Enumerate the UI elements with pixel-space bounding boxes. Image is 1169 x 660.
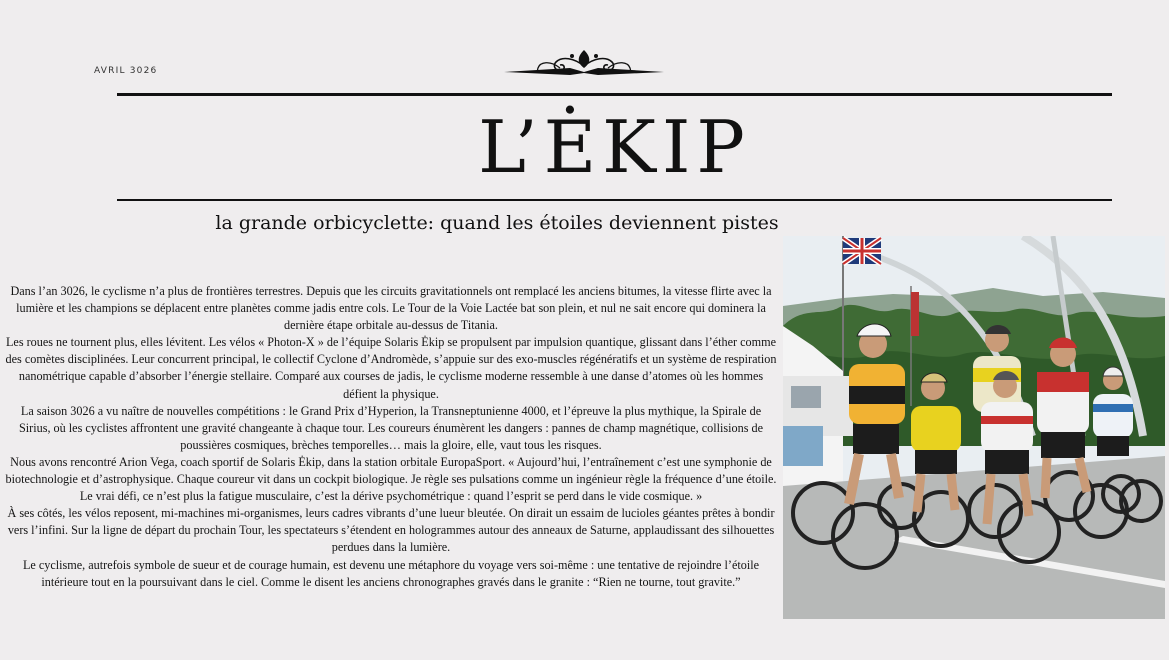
article-body: [4, 283, 778, 591]
decorative-flourish-icon: [500, 46, 668, 80]
article-paragraph: La saison 3026 a vu naître de nouvelles compétitions : le Grand Prix d’Hyperion, la Transneptunienne 4000, et l’épreuve la plus mythique, la Spirale de Sirius, où les cyclistes affrontent une gravité changeante à chaque tour. Les coureurs énumèrent les dangers : pannes de champ magnétique, collisions de poussières cosmiques, brèches temporelles… mais la gloire, elle, vaut tous les risques.: [19, 403, 763, 452]
article-paragraph: À ses côtés, les vélos reposent, mi-machines mi-organismes, leurs cadres vibrants d’une lueur bleutée. On dirait un essaim de lucioles géantes prêtes à bondir vers l’infini. Sur la ligne de départ du prochain Tour, les spectateurs s’étendent en hologrammes autour des anneaux de Saturne, applaudissant des silhouettes perdues dans la lumière.: [7, 506, 775, 555]
cyclists-photo: [783, 236, 1165, 619]
masthead-title: L’ĖKIP: [478, 105, 751, 189]
article-paragraph: Nous avons rencontré Arion Vega, coach sportif de Solaris Ėkip, dans la station orbitale EuropaSport. « Aujourd’hui, l’entraînement c’est une symphonie de biotechnologie et d’astrophysique. Chaque coureur vit dans un cockpit biologique. Je règle ses pulsations comme un ingénieur règle la fréquence d’une étoile. Le vrai défi, ce n’est plus la fatigue musculaire, c’est la dérive psychométrique : quand l’esprit se perd dans le vide cosmique. »: [5, 454, 777, 504]
masthead-top-rule: [117, 93, 1112, 96]
article-paragraph: Les roues ne tournent plus, elles lévitent. Les vélos « Photon-X » de l’équipe Solaris Ėkip se propulsent par impulsion quantique, glissant dans l’éther comme des comètes disciplinées. Leur concurrent principal, le collectif Cyclone d’Andromède, s’appuie sur des exo-muscles régénératifs et un système de respiration nanométrique capable d’absorber l’énergie stellaire. Comparé aux courses de jadis, le cyclisme moderne ressemble à une danse d’atomes où les hommes défient la physique.: [5, 335, 777, 401]
masthead-bottom-rule: [117, 199, 1112, 201]
article-paragraph: Le cyclisme, autrefois symbole de sueur et de courage humain, est devenu une métaphore du voyage vers soi-même : une tentative de rejoindre l’étoile intérieure tout en la poursuivant dans le ciel. Comme le disent les anciens chronographes gravés dans le granite : “Rien ne tourne, tout gravite.”: [22, 557, 760, 589]
article-paragraph: Dans l’an 3026, le cyclisme n’a plus de frontières terrestres. Depuis que les circuits gravitationnels ont remplacé les anciens bitumes, la vitesse flirte avec la lumière et les champions se déplacent entre planètes comme jadis entre cols. Le Tour de la Voie Lactée bat son plein, et nul ne sait encore qui dominera la dernière étape orbitale au-dessus de Titania.: [10, 284, 772, 333]
issue-date: AVRIL 3026: [94, 66, 158, 76]
article-headline: la grande orbicyclette: quand les étoiles deviennent pistes: [215, 212, 779, 234]
